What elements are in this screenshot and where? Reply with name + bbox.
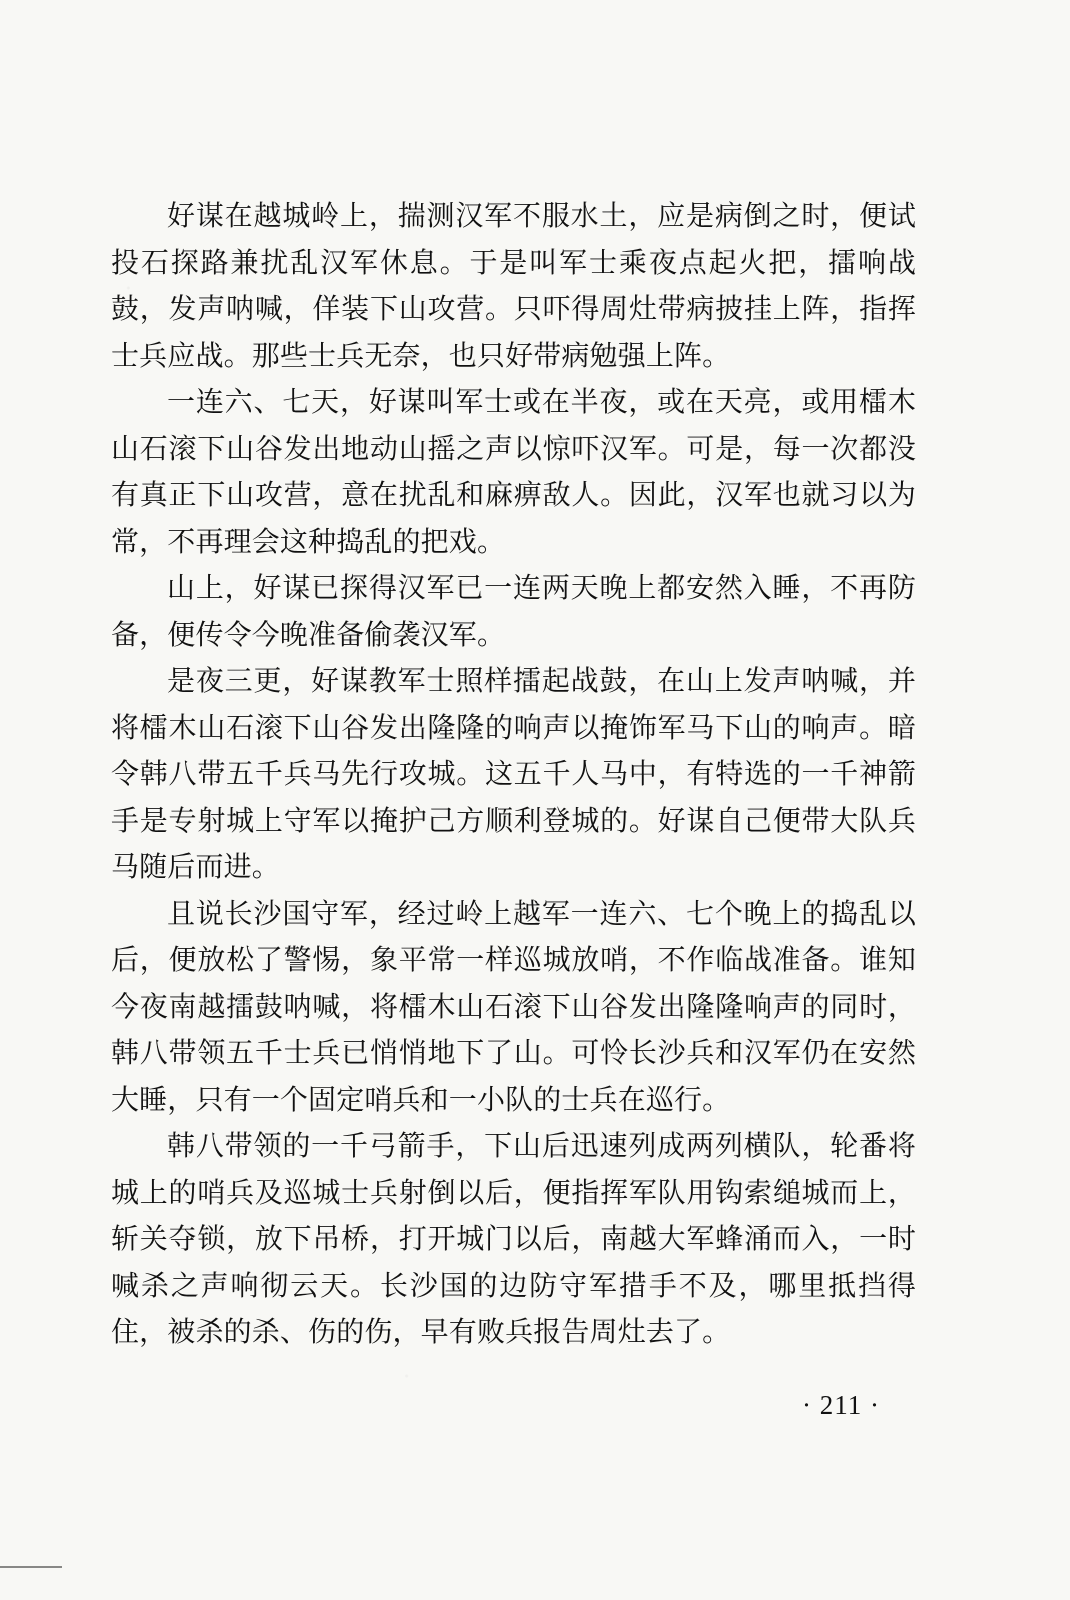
paragraph-1: 好谋在越城岭上，揣测汉军不服水土，应是病倒之时，便试投石探路兼扰乱汉军休息。于是叫军士乘夜点起火把，擂响战鼓，发声呐喊，佯装下山攻营。只吓得周灶带病披挂上阵，指挥士兵应战。那些士兵无奈，也只好带病勉强上阵。: [111, 199, 916, 372]
scan-edge-line: [0, 1566, 62, 1568]
paragraph-5: 且说长沙国守军，经过岭上越军一连六、七个晚上的捣乱以后，便放松了警惕，象平常一样巡城放哨，不作临战准备。谁知今夜南越擂鼓呐喊，将檑木山石滚下山谷发出隆隆响声的同时，韩八带领五千士兵已悄悄地下了山。可怜长沙兵和汉军仍在安然大睡，只有一个固定哨兵和一小队的士兵在巡行。: [111, 896, 916, 1116]
paragraph-2: 一连六、七天，好谋叫军士或在半夜，或在天亮，或用檑木山石滚下山谷发出地动山摇之声以惊吓汉军。可是，每一次都没有真正下山攻营，意在扰乱和麻痹敌人。因此，汉军也就习以为常，不再理会这种捣乱的把戏。: [111, 385, 916, 558]
body-text: [111, 193, 916, 1356]
page-number: · 211 ·: [802, 1390, 880, 1420]
paragraph-6: 韩八带领的一千弓箭手，下山后迅速列成两列横队，轮番将城上的哨兵及巡城士兵射倒以后，便指挥军队用钩索缒城而上，斩关夺锁，放下吊桥，打开城门以后，南越大军蜂涌而入，一时喊杀之声响彻云天。长沙国的边防守军措手不及，哪里抵挡得住，被杀的杀、伤的伤，早有败兵报告周灶去了。: [111, 1129, 916, 1348]
paragraph-3: 山上，好谋已探得汉军已一连两天晚上都安然入睡，不再防备，便传令今晚准备偷袭汉军。: [111, 571, 916, 651]
paragraph-4: 是夜三更，好谋教军士照样擂起战鼓，在山上发声呐喊，并将檑木山石滚下山谷发出隆隆的响声以掩饰军马下山的响声。暗令韩八带五千兵马先行攻城。这五千人马中，有特选的一千神箭手是专射城上守军以掩护己方顺利登城的。好谋自己便带大队兵马随后而进。: [111, 664, 916, 883]
